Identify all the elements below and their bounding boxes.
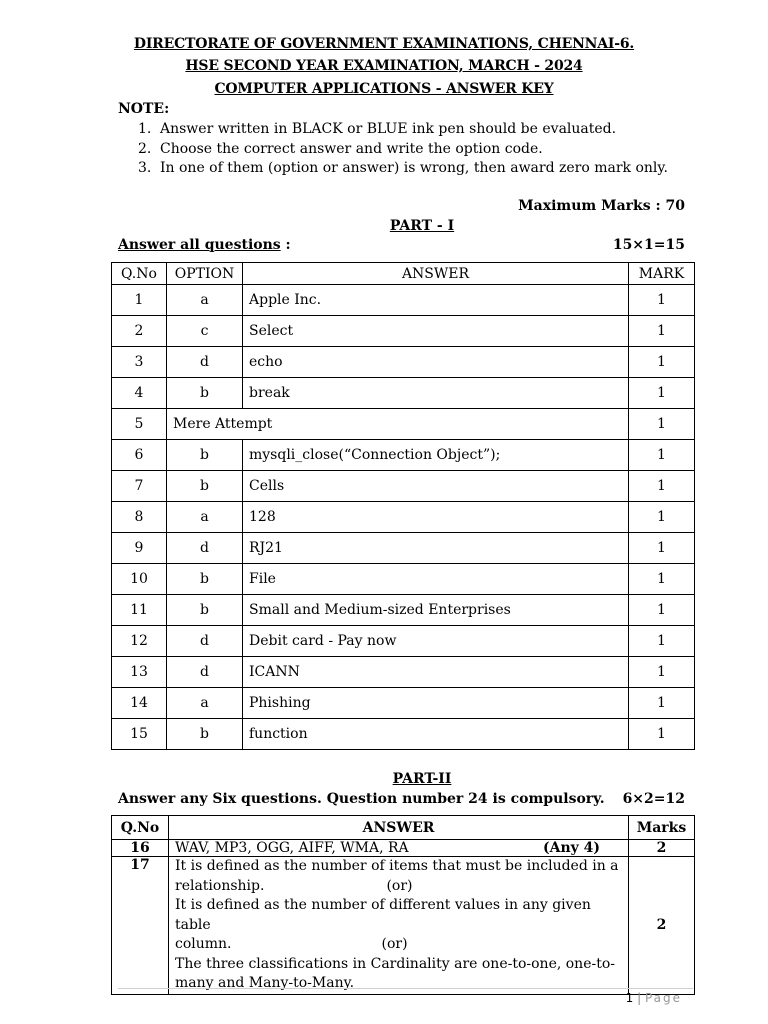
table-row [112, 285, 695, 316]
question-number: 9 [112, 533, 167, 564]
question-number: 11 [112, 595, 167, 626]
note-item: 1. Answer written in BLACK or BLUE ink pen should be evaluated. [138, 121, 617, 137]
option-cell: d [167, 626, 243, 657]
question-number: 10 [112, 564, 167, 595]
mark-cell: 1 [629, 440, 695, 471]
table-row [112, 316, 695, 347]
question-number: 14 [112, 688, 167, 719]
question-number: 3 [112, 347, 167, 378]
part-1-title: PART - I [389, 218, 455, 234]
answer-cell: break [243, 378, 629, 409]
mark-cell: 2 [629, 857, 695, 995]
table-row [112, 719, 695, 750]
part-2-table [111, 815, 695, 995]
table-header-row [112, 816, 695, 840]
answer-cell: File [243, 564, 629, 595]
table-row [112, 347, 695, 378]
column-header: MARK [629, 263, 695, 285]
part-2-title: PART-II [392, 771, 452, 787]
part-1-table [111, 262, 695, 750]
mark-cell: 1 [629, 719, 695, 750]
option-cell: a [167, 688, 243, 719]
question-number: 12 [112, 626, 167, 657]
option-cell: b [167, 471, 243, 502]
page-label: Page [644, 991, 682, 1005]
note-list [138, 120, 668, 179]
table-row [112, 688, 695, 719]
mark-cell: 1 [629, 316, 695, 347]
part-2-marks: 6×2=12 [622, 791, 685, 807]
question-number: 7 [112, 471, 167, 502]
mark-cell: 1 [629, 471, 695, 502]
table-row [112, 657, 695, 688]
header-line-1: DIRECTORATE OF GOVERNMENT EXAMINATIONS, CHENNAI-6. [133, 36, 635, 52]
answer-cell: Select [243, 316, 629, 347]
mark-cell: 1 [629, 626, 695, 657]
option-cell: b [167, 564, 243, 595]
table-row [112, 409, 695, 440]
header-line-2: HSE SECOND YEAR EXAMINATION, MARCH - 2024 [185, 58, 583, 74]
answer-cell: Phishing [243, 688, 629, 719]
option-cell: b [167, 378, 243, 409]
mark-cell: 2 [629, 840, 695, 857]
option-cell: b [167, 440, 243, 471]
option-cell: b [167, 719, 243, 750]
mark-cell: 1 [629, 595, 695, 626]
part-2-instruction: Answer any Six questions. Question number 24 is compulsory. [118, 791, 605, 807]
table-row [112, 502, 695, 533]
mark-cell: 1 [629, 347, 695, 378]
part-1-instruction: Answer all questions : [118, 237, 291, 253]
table-row [112, 378, 695, 409]
mark-cell: 1 [629, 657, 695, 688]
option-cell: a [167, 502, 243, 533]
note-item: 2. Choose the correct answer and write the option code. [138, 140, 543, 157]
question-number: 4 [112, 378, 167, 409]
answer-cell: It is defined as the number of items that must be included in a relationship. (or) It is defined as the number of different values in any given table column. (or) The three classifications in Cardinality are one-to-one, one-to- many and Many-to-Many. [169, 857, 629, 995]
note-title: NOTE: [118, 101, 170, 117]
mark-cell: 1 [629, 378, 695, 409]
column-header: Q.No [112, 816, 169, 840]
mark-cell: 1 [629, 688, 695, 719]
answer-cell: ICANN [243, 657, 629, 688]
maximum-marks: Maximum Marks : 70 [518, 198, 685, 214]
answer-cell: mysqli_close(“Connection Object”); [243, 440, 629, 471]
column-header: ANSWER [169, 816, 629, 840]
option-cell: d [167, 657, 243, 688]
question-number: 6 [112, 440, 167, 471]
answer-cell: echo [243, 347, 629, 378]
column-header: ANSWER [243, 263, 629, 285]
question-number: 15 [112, 719, 167, 750]
question-number: 1 [112, 285, 167, 316]
answer-cell: function [243, 719, 629, 750]
mark-cell: 1 [629, 285, 695, 316]
answer-cell: RJ21 [243, 533, 629, 564]
table-row [112, 595, 695, 626]
mark-cell: 1 [629, 564, 695, 595]
question-number: 8 [112, 502, 167, 533]
mark-cell: 1 [629, 409, 695, 440]
answer-cell: Debit card - Pay now [243, 626, 629, 657]
option-cell: b [167, 595, 243, 626]
answer-cell: Small and Medium-sized Enterprises [243, 595, 629, 626]
option-cell: a [167, 285, 243, 316]
mark-cell: 1 [629, 502, 695, 533]
mark-cell: 1 [629, 533, 695, 564]
question-number: 2 [112, 316, 167, 347]
table-row [112, 626, 695, 657]
column-header: Q.No [112, 263, 167, 285]
option-cell: d [167, 533, 243, 564]
header-line-3: COMPUTER APPLICATIONS - ANSWER KEY [214, 81, 554, 97]
answer-cell: Cells [243, 471, 629, 502]
table-row [112, 471, 695, 502]
table-row [112, 533, 695, 564]
answer-cell: WAV, MP3, OGG, AIFF, WMA, RA (Any 4) [169, 840, 629, 857]
option-cell: c [167, 316, 243, 347]
table-row [112, 564, 695, 595]
answer-cell: 128 [243, 502, 629, 533]
note-item: 3. In one of them (option or answer) is wrong, then award zero mark only. [138, 160, 668, 176]
option-cell: d [167, 347, 243, 378]
table-row [112, 840, 695, 857]
any-note: (Any 4) [542, 840, 600, 856]
merged-answer-cell: Mere Attempt [167, 409, 629, 440]
answer-cell: Apple Inc. [243, 285, 629, 316]
part-1-marks: 15×1=15 [612, 237, 685, 253]
question-number: 13 [112, 657, 167, 688]
page-number: 1 [625, 991, 634, 1005]
question-number: 17 [112, 857, 169, 995]
table-row [112, 857, 695, 995]
question-number: 16 [112, 840, 169, 857]
page-footer: 1 | Page [625, 991, 682, 1005]
footer-divider [118, 988, 693, 989]
table-header-row [112, 263, 695, 285]
column-header: OPTION [167, 263, 243, 285]
table-row [112, 440, 695, 471]
question-number: 5 [112, 409, 167, 440]
column-header: Marks [629, 816, 695, 840]
